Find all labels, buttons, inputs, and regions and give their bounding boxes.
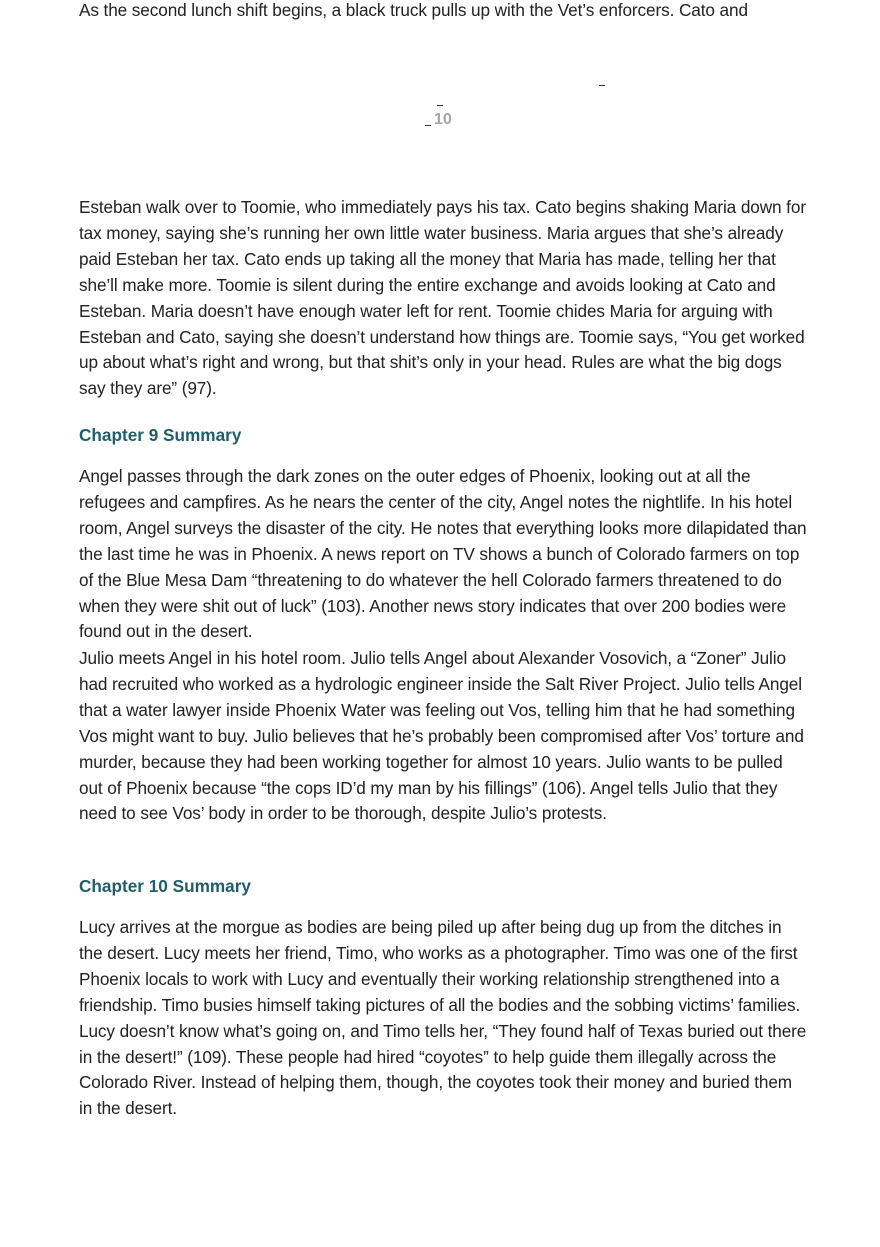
page-mark (425, 125, 431, 126)
page-mark (599, 85, 605, 86)
body-paragraph-4: Lucy arrives at the morgue as bodies are being piled up after being dug up from the ditches in the desert. Lucy meets her friend, Timo, who works as a photographer. Timo was one of the first Phoenix locals to work with Lucy and eventually their working relationship strengthened into a friendship. Timo busies himself taking pictures of all the bodies and the sobbing victims’ families. Lucy doesn’t know what’s going on, and Timo tells her, “They found half of Texas buried out there in the desert!” (109). These people had hired “coyotes” to help guide them illegally across the Colorado River. Instead of helping them, though, the coyotes took their money and buried them in the desert. (79, 917, 807, 1119)
body-paragraph-2: Angel passes through the dark zones on the outer edges of Phoenix, looking out at all the refugees and campfires. As he nears the center of the city, Angel notes the nightlife. In his hotel room, Angel surveys the disaster of the city. He notes that everything looks more dilapidated than the last time he was in Phoenix. A news report on TV shows a bunch of Colorado farmers on top of the Blue Mesa Dam “threatening to do whatever the hell Colorado farmers threatened to do when they were shit out of luck” (103). Another news story indicates that over 200 bodies were found out in the desert. (79, 466, 807, 642)
top-line-paragraph: As the second lunch shift begins, a black truck pulls up with the Vet’s enforcers. Cato and (79, 0, 748, 20)
body-paragraph-1: Esteban walk over to Toomie, who immediately pays his tax. Cato begins shaking Maria down for tax money, saying she’s running her own little water business. Maria argues that she’s already paid Esteban her tax. Cato ends up taking all the money that Maria has made, telling her that she’ll make more. Toomie is silent during the entire exchange and avoids looking at Cato and Esteban. Maria doesn’t have enough water left for rent. Toomie chides Maria for arguing with Esteban and Cato, saying she doesn’t understand how things are. Toomie says, “You get worked up about what’s right and wrong, but that shit’s only in your head. Rules are what the big dogs say they are” (97). (79, 197, 806, 399)
chapter-10-heading: Chapter 10 Summary (79, 876, 251, 896)
chapter-9-heading: Chapter 9 Summary (79, 425, 242, 445)
page-mark (437, 105, 443, 106)
body-paragraph-3: Julio meets Angel in his hotel room. Julio tells Angel about Alexander Vosovich, a “Zoner” Julio had recruited who worked as a hydrologic engineer inside the Salt River Project. Julio tells Angel that a water lawyer inside Phoenix Water was feeling out Vos, telling him that he had something Vos might want to buy. Julio believes that he’s probably been compromised after Vos’ torture and murder, because they had been working together for almost 10 years. Julio wants to be pulled out of Phoenix because “the cops ID’d my man by his fillings” (106). Angel tells Julio that they need to see Vos’ body in order to be thorough, despite Julio’s protests. (79, 648, 804, 824)
page-number: 10 (434, 111, 452, 128)
